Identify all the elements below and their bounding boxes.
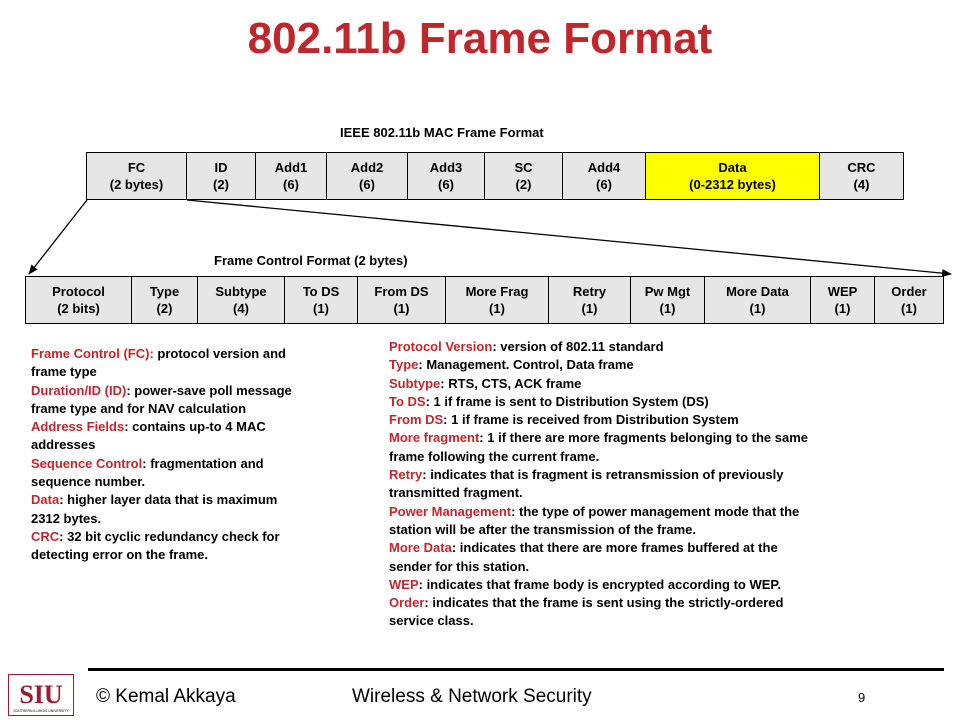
footer-author: © Kemal Akkaya [96,686,236,707]
field-name: More Frag [465,284,529,299]
note-text: : version of 802.11 standard [492,339,664,354]
note-term: More fragment [389,430,480,446]
field-name: Add3 [429,160,463,175]
note-line [389,411,808,429]
siu-logo [8,674,74,716]
field-size: (1) [393,301,410,316]
note-text: : higher layer data that is maximum [59,492,278,508]
field-size: (1) [659,301,676,316]
field-size: (2) [156,301,173,316]
field-size: (1) [581,301,598,316]
note-line [389,594,808,612]
note-text: frame following the current frame. [389,448,600,464]
field-size: (4) [853,177,870,192]
field-name: Pw Mgt [644,284,691,299]
note-text: : 1 if frame is received from Distribution System [443,412,739,428]
siu-logo-text: SIU [19,680,63,709]
note-line [31,455,292,473]
siu-logo-subtext: SOUTHERN ILLINOIS UNIVERSITY [13,709,69,713]
note-text: : indicates that is fragment is retransmission of previously [422,467,784,483]
note-text: : indicates that frame body is encrypted according to WEP. [418,576,782,592]
note-line [389,539,808,557]
note-line [389,448,808,466]
note-term: Protocol Version [389,339,493,354]
field-name: ID [214,160,228,175]
note-line [31,473,292,491]
field-name: Add2 [350,160,384,175]
field-name: Data [718,160,747,175]
note-line [31,400,292,418]
field-size: (6) [438,177,454,192]
note-text: : indicates that there are more frames buffered at the [451,540,778,556]
right-expansion-arrow [187,200,951,274]
field-size: (6) [596,177,612,192]
field-name: Order [891,284,927,299]
note-term: Type [389,357,419,373]
note-text: sequence number. [31,474,146,490]
note-text: : 32 bit cyclic redundancy check for [59,528,280,544]
note-term: Retry [389,467,423,483]
note-text: : contains up-to 4 MAC [124,419,266,435]
note-text: 2312 bytes. [31,510,102,526]
note-line [31,382,292,400]
field-name: To DS [302,284,340,299]
field-name: WEP [827,284,858,299]
note-line [389,393,808,411]
note-line [389,521,808,539]
field-size: (2 bits) [57,301,100,316]
field-name: SC [514,160,533,175]
note-line [389,338,808,356]
note-term: Sequence Control [31,455,143,471]
note-term: From DS [389,412,444,428]
field-name: CRC [847,160,876,175]
note-text: : indicates that the frame is sent using the strictly-ordered [424,595,784,611]
note-text: sender for this station. [389,558,530,574]
slide-title: 802.11b Frame Format [247,14,713,63]
note-line [389,576,808,594]
note-line [389,503,808,521]
footer-course: Wireless & Network Security [352,686,592,707]
note-text: : power-save poll message [126,382,292,398]
note-term: Order [389,595,425,611]
left-notes [31,345,292,565]
field-size: (0-2312 bytes) [689,177,776,192]
note-line [31,528,292,546]
field-name: Type [149,284,180,299]
note-term: Subtype [389,375,441,391]
fc-frame-caption: Frame Control Format (2 bytes) [214,253,408,268]
note-text: frame type and for NAV calculation [31,400,247,416]
note-line [389,356,808,374]
note-line [31,345,292,363]
note-text: : fragmentation and [142,455,264,471]
note-term: Address Fields [31,419,125,435]
field-size: (1) [749,301,766,316]
note-term: Duration/ID (ID) [31,382,127,398]
note-text: frame type [31,364,97,380]
note-line [31,418,292,436]
field-size: (1) [834,301,851,316]
note-text: : RTS, CTS, ACK frame [440,375,582,391]
note-line [389,429,808,447]
note-line [31,510,292,528]
note-text: : 1 if there are more fragments belonging to the same [479,430,808,446]
note-term: Frame Control (FC): [31,346,154,361]
note-term: Power Management [389,503,512,519]
note-line [31,436,292,454]
note-term: More Data [389,540,452,556]
field-size: (1) [901,301,917,316]
note-text: addresses [31,437,96,453]
field-name: Subtype [215,284,267,299]
field-size: (4) [233,301,249,316]
field-size: (2) [515,177,532,192]
note-text: : Management. Control, Data frame [418,357,634,373]
field-size: (2 bytes) [109,177,164,192]
field-name: FC [127,160,146,175]
field-name: Retry [572,284,607,299]
note-line [389,612,808,630]
field-size: (1) [489,301,505,316]
field-size: (1) [313,301,329,316]
left-expansion-arrow [29,200,87,274]
note-term: To DS [389,393,426,409]
note-text: service class. [389,613,474,629]
field-name: Add4 [587,160,621,175]
note-text: : 1 if frame is sent to Distribution System (DS) [425,393,709,409]
field-name: More Data [726,284,789,299]
mac-frame-caption: IEEE 802.11b MAC Frame Format [340,125,544,140]
note-line [389,484,808,502]
note-term: CRC [31,528,60,544]
note-text: protocol version and [153,346,286,361]
field-name: Protocol [52,284,105,299]
right-notes [389,338,808,631]
field-size: (6) [283,177,299,192]
field-size: (6) [359,177,375,192]
note-text: detecting error on the frame. [31,547,208,563]
note-line [31,546,292,564]
note-line [31,491,292,509]
field-size: (2) [213,177,229,192]
page-number: 9 [858,690,866,705]
note-line [389,466,808,484]
note-line [389,558,808,576]
note-line [31,363,292,381]
note-term: Data [31,492,60,508]
note-text: station will be after the transmission of the frame. [389,521,697,537]
note-line [389,375,808,393]
field-name: Add1 [274,160,308,175]
footer-divider [88,668,944,671]
note-term: WEP [389,576,419,592]
note-text: transmitted fragment. [389,485,523,501]
field-name: From DS [374,284,429,299]
note-text: : the type of power management mode that the [511,503,800,519]
